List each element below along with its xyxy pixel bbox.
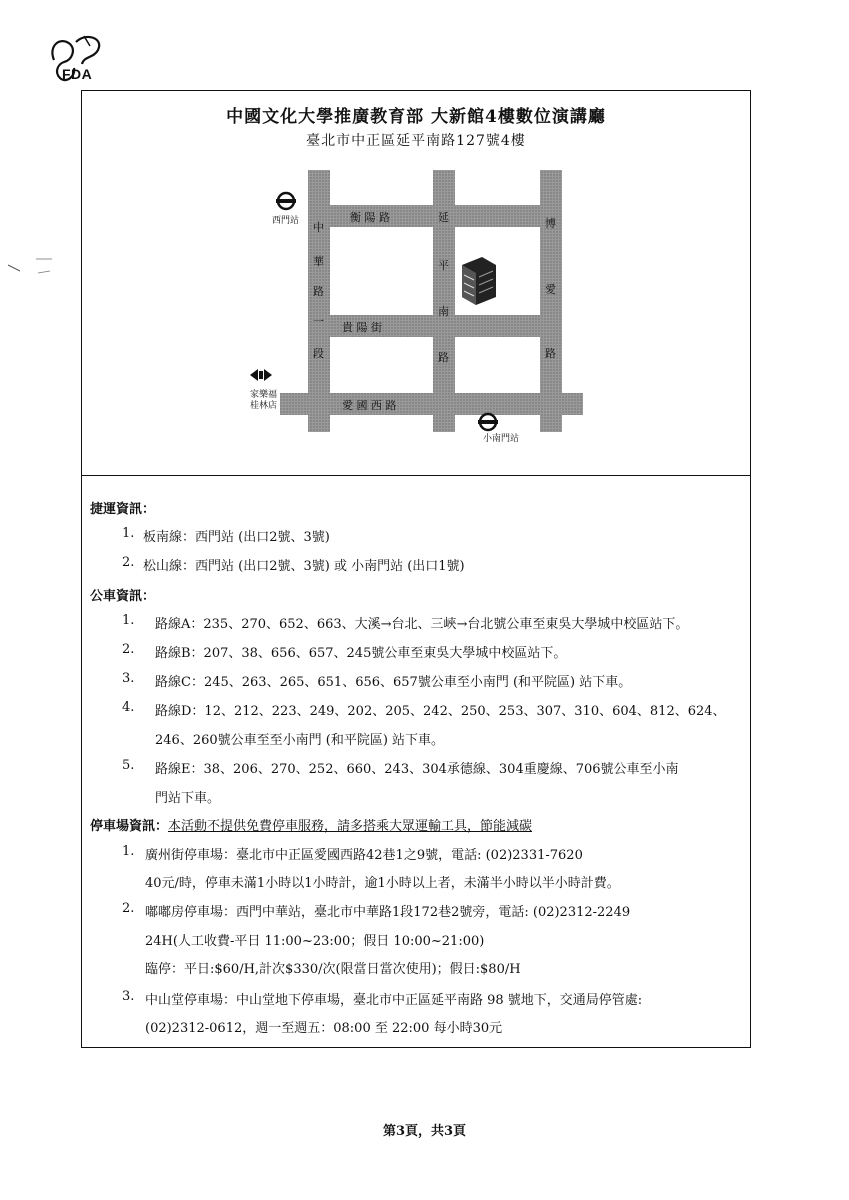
street-zhonghua-4: 一 (313, 315, 324, 328)
landmark-carrefour-1: 家樂福 (250, 390, 278, 400)
road-hengyang (308, 205, 562, 227)
mrt-item: 松山線：西門站 (出口2號、3號) 或 小南門站 (出口1號) (143, 559, 465, 574)
bus-heading: 公車資訊： (90, 589, 156, 604)
bus-item: 路線A：235、270、652、663、大溪→台北、三峽→台北號公車至東吳大學城中校區站下。 (155, 617, 689, 632)
parking-item: 中山堂停車場：中山堂地下停車場，臺北市中正區延平南路 98 號地下，交通局停管處: (145, 993, 643, 1008)
street-guiyang: 貴 陽 街 (342, 321, 382, 334)
bus-item-cont: 246、260號公車至至小南門 (和平院區) 站下車。 (155, 733, 445, 748)
bus-item-num: 3. (122, 671, 135, 686)
street-yanping-4: 路 (438, 351, 449, 364)
street-zhonghua-2: 華 (313, 255, 324, 268)
bus-item: 路線E：38、206、270、252、660、243、304承德線、304重慶線、706號公車至小南 (155, 762, 679, 777)
street-boai-3: 路 (545, 347, 556, 360)
street-zhonghua-5: 段 (313, 347, 324, 360)
street-yanping-1: 延 (438, 211, 449, 224)
parking-heading-row (90, 815, 532, 834)
parking-note: 本活動不提供免費停車服務，請多搭乘大眾運輸工具，節能減碳 (168, 819, 533, 834)
parking-item: 嘟嘟房停車場：西門中華站，臺北市中華路1段172巷2號旁，電話: (02)2312-2249 (145, 905, 631, 920)
parking-item-cont: (02)2312-0612，週一至週五：08:00 至 22:00 每小時30元 (145, 1021, 503, 1036)
street-yanping-3: 南 (438, 305, 449, 318)
street-hengyang: 衡 陽 路 (350, 211, 390, 224)
street-boai-1: 博 (545, 217, 556, 230)
bus-item-num: 2. (122, 642, 135, 657)
street-aiguo: 愛 國 西 路 (342, 399, 397, 412)
mrt-item-num: 1. (122, 526, 135, 541)
mrt-item: 板南線：西門站 (出口2號、3號) (143, 530, 330, 545)
scan-mark (6, 255, 56, 285)
building-icon (462, 257, 496, 305)
street-boai-2: 愛 (545, 283, 556, 296)
parking-item-cont: 40元/時，停車未滿1小時以1小時計，逾1小時以上者，未滿半小時以半小時計費。 (145, 876, 620, 891)
venue-address: 臺北市中正區延平南路127號4樓 (306, 133, 526, 149)
bus-item: 路線B：207、38、656、657、245號公車至東吳大學城中校區站下。 (155, 646, 567, 661)
bus-item-num: 1. (122, 613, 135, 628)
parking-item-cont: 24H(人工收費-平日 11:00~23:00；假日 10:00~21:00) (145, 934, 485, 949)
road-aiguo (280, 393, 583, 415)
street-yanping-2: 平 (438, 259, 449, 272)
page-title: 中國文化大學推廣教育部 大新館4樓數位演講廳 (226, 107, 606, 127)
parking-item-num: 3. (122, 989, 135, 1004)
logo-text: FDA (62, 66, 93, 82)
bus-item: 路線C：245、263、265、651、656、657號公車至小南門 (和平院區) 站下車。 (155, 675, 632, 690)
metro-icon (478, 414, 498, 430)
mrt-heading: 捷運資訊： (90, 502, 156, 517)
parking-item-cont: 臨停：平日:$60/H,計次$330/次(限當日當次使用)；假日:$80/H (145, 962, 521, 977)
parking-item-num: 2. (122, 901, 135, 916)
page-number: 第3頁，共3頁 (382, 1124, 467, 1139)
section-divider (81, 475, 751, 476)
metro-icon (276, 193, 296, 209)
parking-heading: 停車場資訊： (90, 819, 169, 834)
mrt-item-num: 2. (122, 555, 135, 570)
landmark-carrefour-2: 桂林店 (250, 401, 278, 411)
street-zhonghua-3: 路 (313, 285, 324, 298)
bus-item-num: 4. (122, 700, 135, 715)
landmark-ximen: 西門站 (272, 216, 300, 226)
bus-item-num: 5. (122, 758, 135, 773)
bus-item: 路線D：12、212、223、249、202、205、242、250、253、307、310、604、812、624、 (155, 704, 726, 719)
street-zhonghua-1: 中 (313, 221, 324, 234)
location-map (250, 165, 590, 450)
parking-item-num: 1. (122, 844, 135, 859)
bus-item-cont: 門站下車。 (155, 791, 221, 806)
parking-item: 廣州街停車場：臺北市中正區愛國西路42巷1之9號，電話: (02)2331-7620 (145, 848, 583, 863)
carrefour-icon (250, 369, 272, 381)
landmark-xiaonanmen: 小南門站 (483, 434, 520, 444)
fda-logo-icon (46, 32, 146, 88)
